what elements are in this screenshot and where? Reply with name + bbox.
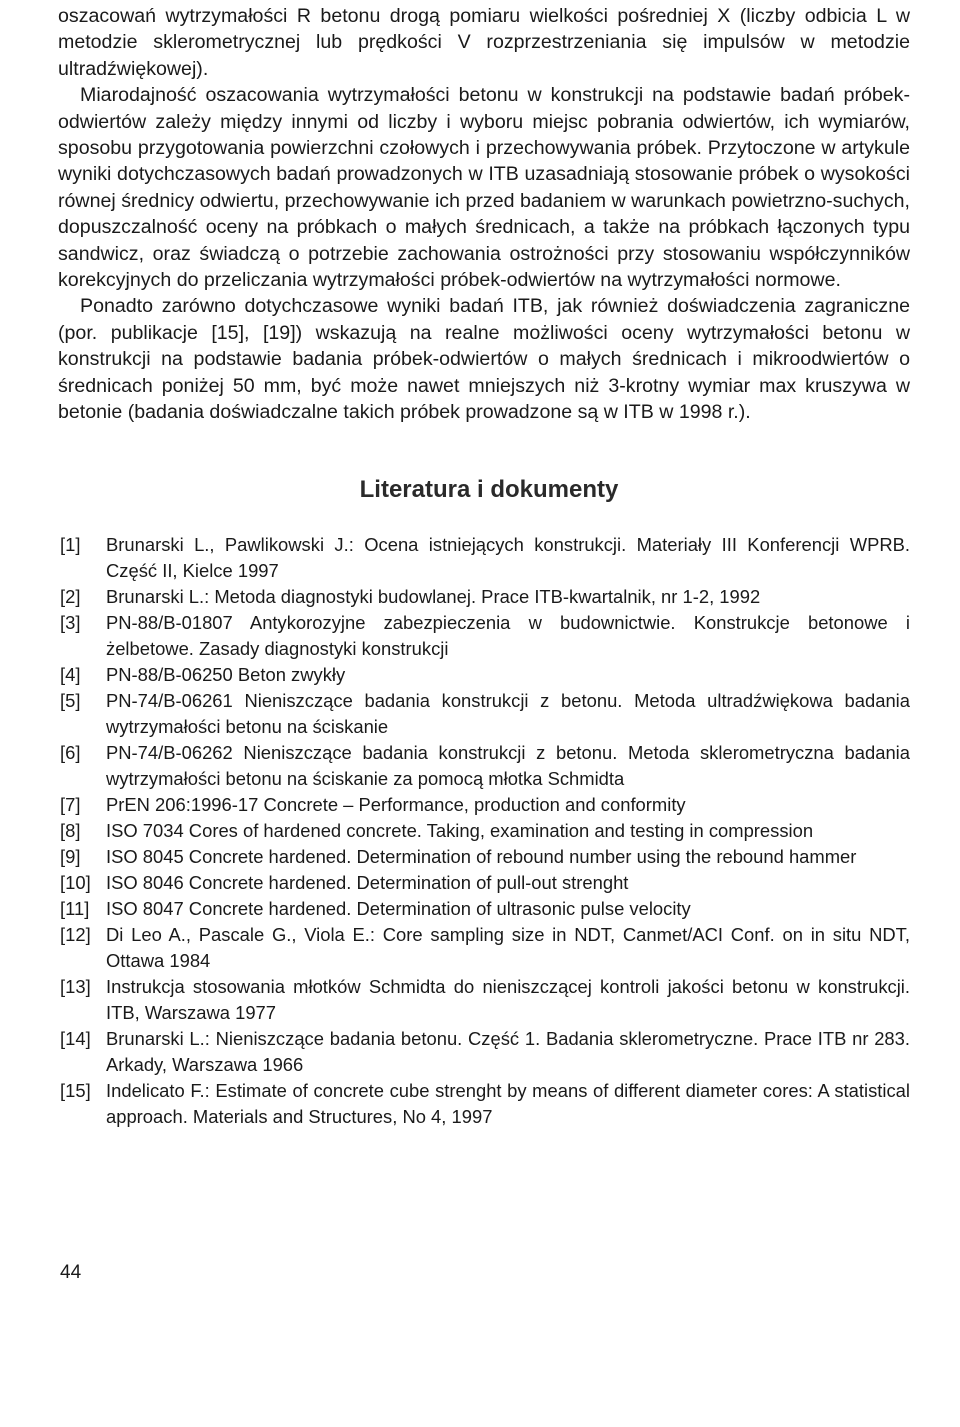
- reference-text: ISO 7034 Cores of hardened concrete. Taking, examination and testing in compression: [106, 819, 814, 841]
- reference-number: [15]: [60, 1079, 91, 1101]
- reference-number: [8]: [60, 819, 81, 841]
- reference-list: [58, 532, 910, 1130]
- paragraph-3: Ponadto zarówno dotychczasowe wyniki badań ITB, jak również doświadczenia zagraniczne (por. publikacje [15], [19]) wskazują na realne możliwości oceny wytrzymałości betonu w konstrukcji na podstawie badania próbek-odwiertów o małych średnicach i mikroodwiertów o średnicach poniżej 50 mm, być może nawet mniejszych niż 3-krotny wymiar max kruszywa w betonie (badania doświadczalne takich próbek prowadzone są w ITB w 1998 r.).: [58, 295, 910, 424]
- reference-item: [58, 610, 910, 662]
- reference-number: [2]: [60, 585, 81, 607]
- reference-item: [58, 922, 910, 974]
- reference-text: PN-88/B-01807 Antykorozyjne zabezpieczenia w budownictwie. Konstrukcje betonowe i żelbetowe. Zasady diagnostyki konstrukcji: [106, 611, 910, 659]
- reference-item: [58, 896, 910, 922]
- reference-item: [58, 1026, 910, 1078]
- paragraph-1: oszacowań wytrzymałości R betonu drogą pomiaru wielkości pośredniej X (liczby odbicia L w metodzie sklerometrycznej lub prędkości V rozprzestrzeniania się impulsów w metodzie ultradźwiękowej).: [58, 5, 910, 80]
- reference-item: [58, 662, 910, 688]
- reference-item: [58, 584, 910, 610]
- reference-text: Brunarski L.: Nieniszczące badania betonu. Część 1. Badania sklerometryczne. Prace ITB nr 283. Arkady, Warszawa 1966: [106, 1027, 910, 1075]
- reference-number: [14]: [60, 1027, 91, 1049]
- reference-item: [58, 818, 910, 844]
- page-content: [58, 0, 910, 1130]
- reference-number: [1]: [60, 533, 81, 555]
- reference-item: [58, 792, 910, 818]
- reference-number: [9]: [60, 845, 81, 867]
- reference-item: [58, 870, 910, 896]
- reference-item: [58, 974, 910, 1026]
- reference-text: Brunarski L.: Metoda diagnostyki budowlanej. Prace ITB-kwartalnik, nr 1-2, 1992: [106, 585, 761, 607]
- reference-text: PrEN 206:1996-17 Concrete – Performance, production and conformity: [106, 793, 686, 815]
- reference-number: [7]: [60, 793, 81, 815]
- reference-text: PN-74/B-06262 Nieniszczące badania konstrukcji z betonu. Metoda sklerometryczna badania wytrzymałości betonu na ściskanie za pomocą młotka Schmidta: [106, 741, 910, 789]
- reference-number: [6]: [60, 741, 81, 763]
- reference-text: PN-74/B-06261 Nieniszczące badania konstrukcji z betonu. Metoda ultradźwiękowa badania wytrzymałości betonu na ściskanie: [106, 689, 910, 737]
- reference-item: [58, 688, 910, 740]
- reference-number: [11]: [60, 897, 90, 919]
- reference-text: Instrukcja stosowania młotków Schmidta do nieniszczącej kontroli jakości betonu w konstrukcji. ITB, Warszawa 1977: [106, 975, 910, 1023]
- reference-text: Indelicato F.: Estimate of concrete cube strenght by means of different diameter cores: A statistical approach. Materials and Structures, No 4, 1997: [106, 1079, 910, 1127]
- reference-number: [10]: [60, 871, 91, 893]
- reference-number: [13]: [60, 975, 91, 997]
- reference-item: [58, 844, 910, 870]
- page-number: 44: [60, 1262, 82, 1283]
- reference-number: [5]: [60, 689, 81, 711]
- paragraph-2: Miarodajność oszacowania wytrzymałości betonu w konstrukcji na podstawie badań próbek-odwiertów zależy między innymi od liczby i wyboru miejsc pobrania odwiertów, ich wymiarów, sposobu przygotowania powierzchni czołowych i przechowywania próbek. Przytoczone w artykule wyniki dotychczasowych badań prowadzonych w ITB uzasadniają stosowanie próbek o wysokości równej średnicy odwiertu, przechowywanie ich przed badaniem w warunkach powietrzno-suchych, dopuszczalność oceny na próbkach o małych średnicach, a także na próbkach łączonych typu sandwicz, oraz świadczą o potrzebie zachowania ostrożności przy stosowaniu współczynników korekcyjnych do przeliczania wytrzymałości próbek-odwiertów na wytrzymałości normowe.: [58, 84, 910, 292]
- reference-number: [4]: [60, 663, 81, 685]
- reference-text: ISO 8047 Concrete hardened. Determination of ultrasonic pulse velocity: [106, 897, 691, 919]
- reference-item: [58, 740, 910, 792]
- reference-item: [58, 1078, 910, 1130]
- reference-text: ISO 8045 Concrete hardened. Determination of rebound number using the rebound hammer: [106, 845, 857, 867]
- reference-text: Di Leo A., Pascale G., Viola E.: Core sampling size in NDT, Canmet/ACI Conf. on in situ NDT, Ottawa 1984: [106, 923, 910, 971]
- reference-text: Brunarski L., Pawlikowski J.: Ocena istniejących konstrukcji. Materiały III Konferencji WPRB. Część II, Kielce 1997: [106, 533, 910, 581]
- reference-number: [12]: [60, 923, 91, 945]
- reference-text: ISO 8046 Concrete hardened. Determination of pull-out strenght: [106, 871, 629, 893]
- reference-item: [58, 532, 910, 584]
- reference-number: [3]: [60, 611, 81, 633]
- references-heading: Literatura i dokumenty: [359, 475, 619, 503]
- reference-text: PN-88/B-06250 Beton zwykły: [106, 663, 346, 685]
